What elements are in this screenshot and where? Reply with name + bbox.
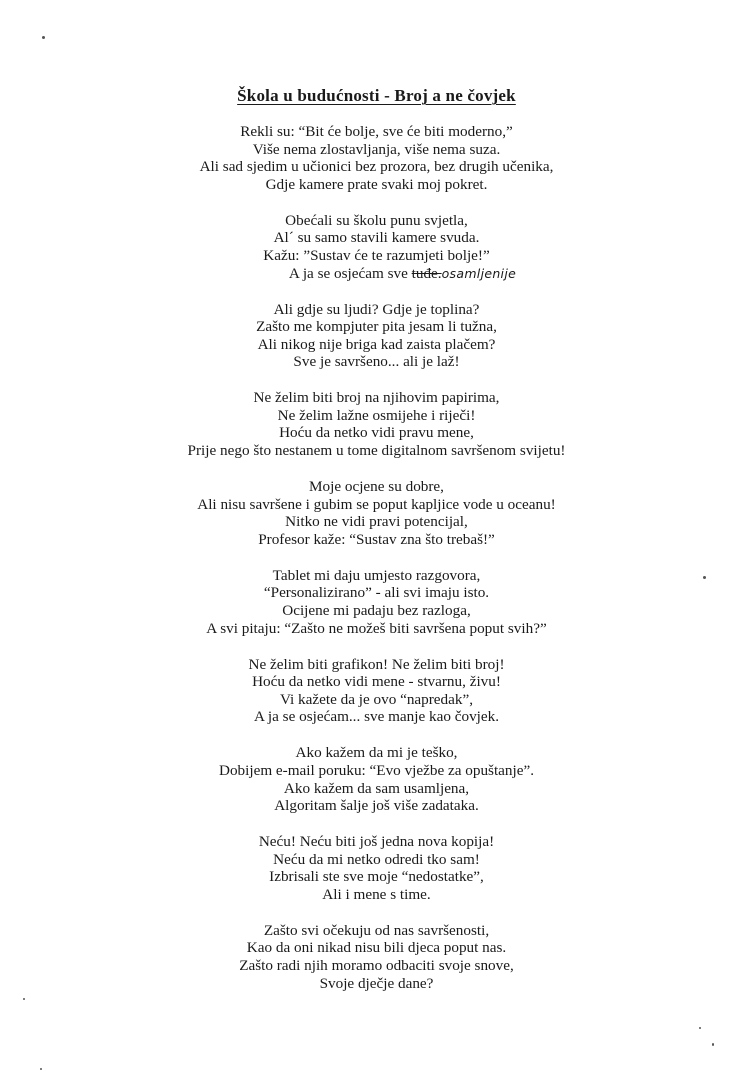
poem-title: [0, 86, 753, 106]
poem-line: Al´ su samo stavili kamere svuda.: [273, 229, 480, 247]
struck-out-word: tuđe.: [411, 264, 442, 282]
poem-line: Ali i mene s time.: [322, 885, 431, 903]
poem-line: Više nema zlostavljanja, više nema suza.: [252, 140, 501, 158]
stanza-1: [0, 123, 753, 193]
edited-poem-line: [0, 265, 753, 283]
poem-line: Zašto radi njih moramo odbaciti svoje snove,: [239, 957, 514, 975]
poem-line: Ali nikog nije briga kad zaista plačem?: [257, 335, 496, 353]
poem-line: Hoću da netko vidi pravu mene,: [279, 424, 474, 442]
scan-speck: [703, 576, 706, 579]
poem-line: Hoću da netko vidi mene - stvarnu, živu!: [252, 673, 501, 691]
poem-line: Ali sad sjedim u učionici bez prozora, bez drugih učenika,: [199, 158, 554, 176]
stanza-10: [0, 922, 753, 992]
poem-line: Dobijem e-mail poruku: “Evo vježbe za opuštanje”.: [218, 761, 535, 779]
poem-line: Ne želim biti grafikon! Ne želim biti broj!: [248, 655, 505, 673]
handwritten-correction: osamljenije: [441, 265, 517, 281]
stanza-8: [0, 744, 753, 814]
scan-speck: [712, 1043, 714, 1046]
poem-line: Ako kažem da sam usamljena,: [283, 779, 470, 797]
stanza-3: [0, 301, 753, 371]
poem-line: Profesor kaže: “Sustav zna što trebaš!”: [258, 530, 495, 548]
poem-line: Zašto svi očekuju od nas savršenosti,: [263, 921, 490, 939]
poem-line: Ako kažem da mi je teško,: [295, 744, 458, 762]
poem-line: Obećali su školu punu svjetla,: [285, 211, 468, 229]
stanza-6: [0, 567, 753, 637]
scan-speck: [699, 1027, 701, 1029]
poem-title-text: Škola u budućnosti - Broj a ne čovjek: [237, 86, 516, 105]
poem-line: “Personalizirano” - ali svi imaju isto.: [263, 584, 490, 602]
poem-line: Ne želim biti broj na njihovim papirima,: [253, 389, 500, 407]
poem-line: Neću da mi netko odredi tko sam!: [273, 850, 480, 868]
poem-line: Izbrisali ste sve moje “nedostatke”,: [269, 868, 484, 886]
poem-line: Ocijene mi padaju bez razloga,: [282, 602, 471, 620]
poem-body: [0, 123, 753, 1011]
poem-line: A svi pitaju: “Zašto ne možeš biti savršena poput svih?”: [206, 619, 547, 637]
poem-line: Moje ocjene su dobre,: [309, 478, 444, 496]
poem-line: Vi kažete da je ovo “napredak”,: [279, 690, 474, 708]
poem-line: Tablet mi daju umjesto razgovora,: [272, 566, 481, 584]
poem-line: Kao da oni nikad nisu bili djeca poput nas.: [246, 939, 507, 957]
poem-line: Prije nego što nestanem u tome digitalnom savršenom svijetu!: [187, 442, 566, 460]
poem-line: Ali gdje su ljudi? Gdje je toplina?: [273, 300, 480, 318]
poem-line: Svoje dječje dane?: [319, 974, 434, 992]
poem-line: Algoritam šalje još više zadataka.: [274, 797, 479, 815]
poem-line: Zašto me kompjuter pita jesam li tužna,: [256, 318, 497, 336]
poem-line: Nitko ne vidi pravi potencijal,: [285, 513, 468, 531]
scan-speck: [42, 36, 45, 39]
poem-line: Rekli su: “Bit će bolje, sve će biti moderno,”: [240, 123, 513, 140]
poem-line: Neću! Neću biti još jedna nova kopija!: [258, 833, 495, 851]
poem-line: Kažu: ”Sustav će te razumjeti bolje!”: [263, 246, 490, 264]
poem-line: A ja se osjećam... sve manje kao čovjek.: [253, 708, 500, 726]
stanza-2: [0, 212, 753, 282]
stanza-5: [0, 478, 753, 548]
scan-speck: [40, 1068, 42, 1070]
stanza-9: [0, 833, 753, 903]
poem-line: Ali nisu savršene i gubim se poput kapljice vode u oceanu!: [197, 495, 556, 513]
poem-line: Gdje kamere prate svaki moj pokret.: [265, 175, 488, 193]
poem-line: Sve je savršeno... ali je laž!: [293, 353, 460, 371]
scan-speck: [23, 998, 25, 1000]
poem-line: Ne želim lažne osmijehe i riječi!: [277, 406, 476, 424]
stanza-4: [0, 389, 753, 459]
edited-line-prefix: A ja se osjećam sve: [288, 264, 412, 282]
stanza-7: [0, 656, 753, 726]
